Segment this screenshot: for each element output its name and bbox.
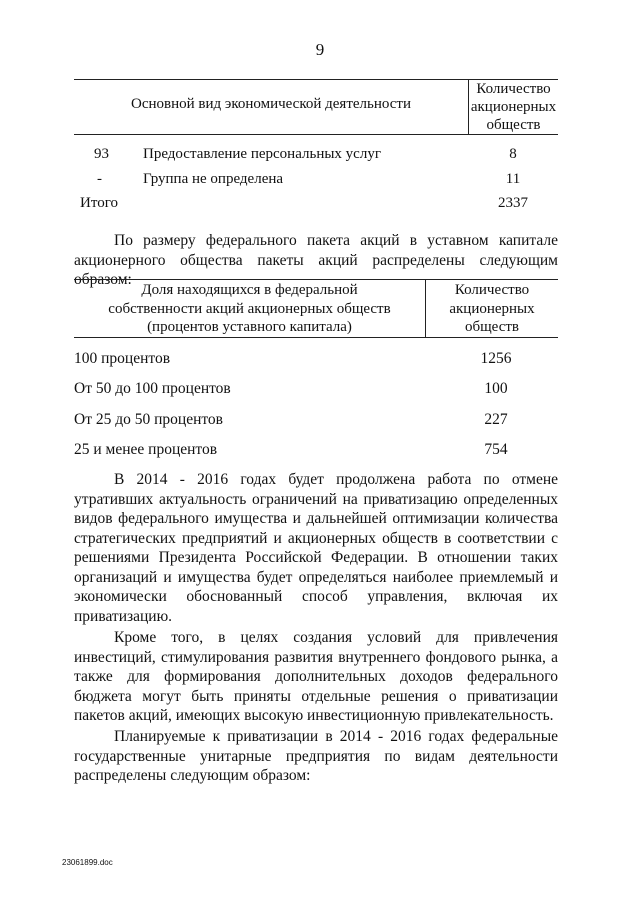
table2-header-rule [74, 337, 558, 338]
table1-header-activity: Основной вид экономической деятельности [130, 96, 412, 112]
row-code: 93 [94, 146, 109, 162]
row-label: 100 процентов [74, 350, 171, 367]
total-value: 2337 [498, 195, 528, 211]
paragraph-privatization-work: В 2014 - 2016 годах будет продолжена работа по отмене утративших актуальность ограничений на приватизацию определенных видов федерального имущества и дальнейшей оптимизации количества стратегических предприятий и акционерных обществ в соответствии с решениями Президента Российской Федерации. В отношении таких организаций и имущества будет определяться наиболее приемлемый и экономически обоснованный способ управления, включая их приватизацию. [74, 471, 558, 625]
row-value: 100 [484, 380, 508, 397]
row-value: 227 [484, 411, 508, 428]
table1-header-count: Количество акционерных обществ [470, 81, 557, 133]
row-label: 25 и менее процентов [74, 441, 218, 458]
page-number: 9 [315, 40, 325, 59]
row-value: 754 [484, 441, 508, 458]
total-label: Итого [80, 195, 118, 211]
paragraph-planned-enterprises: Планируемые к приватизации в 2014 - 2016 годах федеральные государственные унитарные предприятия по видам деятельности распределены следующим образом: [74, 728, 558, 784]
row-name: Группа не определена [143, 171, 284, 187]
table1-header-rule [74, 134, 558, 135]
table2-header-count: Количество акционерных обществ [449, 282, 535, 335]
paragraph-investment: Кроме того, в целях создания условий для привлечения инвестиций, стимулирования развития внутреннего фондового рынка, а также для формирования дополнительных доходов федерального бюджета могут быть приняты отдельные решения о приватизации пакетов акций, имеющих высокую инвестиционную привлекательность. [74, 629, 558, 724]
row-value: 11 [505, 171, 521, 187]
row-label: От 25 до 50 процентов [74, 411, 224, 428]
table2-header-share: Доля находящихся в федеральной собственности акций акционерных обществ (процентов уставного капитала) [108, 282, 391, 335]
paragraph-intro: По размеру федерального пакета акций в уставном капитале акционерного общества пакеты акций распределены следующим образом: [74, 232, 558, 288]
row-name: Предоставление персональных услуг [143, 146, 381, 162]
row-label: От 50 до 100 процентов [74, 380, 231, 397]
document-filename: 23061899.doc [62, 858, 113, 867]
row-code: - [97, 171, 102, 187]
row-value: 8 [509, 146, 517, 162]
table2-top-rule [74, 279, 558, 280]
row-value: 1256 [480, 350, 512, 367]
